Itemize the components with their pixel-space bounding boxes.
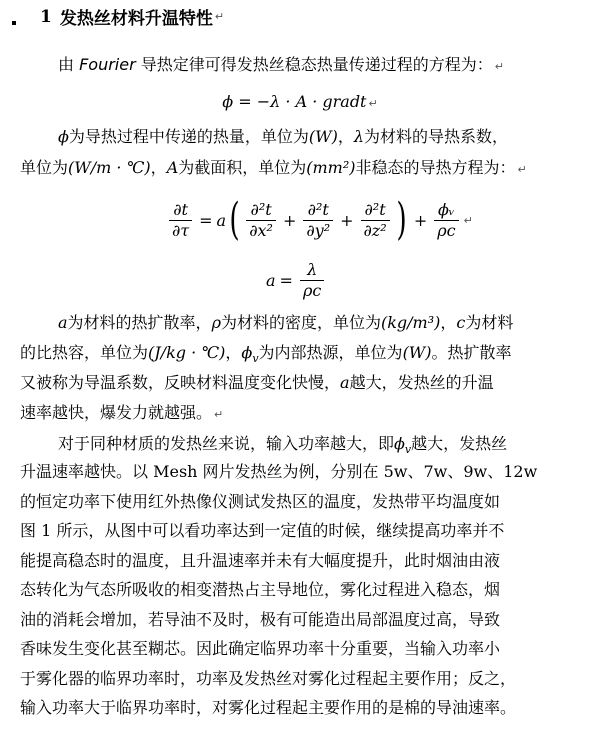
unit-density: (kg/m³): [380, 313, 441, 332]
heat-conduction-equation: [166, 192, 473, 248]
text-run: 速率越快，爆发力就越强。: [20, 403, 213, 422]
paragraph-line: 的恒定功率下使用红外热像仪测试发热区的温度，发热带平均温度如: [20, 492, 501, 511]
text-run: ，: [150, 158, 167, 177]
text-run: 单位为: [20, 158, 69, 177]
plus-sign: +: [282, 210, 297, 230]
fraction: [300, 260, 324, 301]
phi-v-symbol: [394, 434, 412, 457]
phi-symbol: ϕ: [58, 127, 69, 146]
diffusivity-equation: [266, 256, 327, 304]
text-run: 为材料的导热系数，: [364, 127, 509, 146]
text-run: 为材料: [465, 313, 514, 332]
equation-text: ϕ = −λ · A · gradt: [222, 92, 367, 111]
text-run: ，: [337, 127, 354, 146]
unit-watt: (W): [402, 343, 432, 362]
left-paren: (: [229, 194, 240, 245]
fourier-name: Fourier: [79, 55, 136, 74]
paragraph-mark: ↵: [368, 97, 378, 110]
phi-v-symbol: [241, 343, 259, 366]
paragraph-line: [58, 312, 513, 334]
plus-sign: +: [340, 210, 354, 230]
paragraph-line: [58, 126, 508, 148]
paragraph-mark: ↵: [214, 408, 224, 421]
paragraph-line: [58, 433, 507, 455]
subscript-v: v: [252, 352, 259, 366]
paragraph-mark: ↵: [463, 213, 473, 227]
fraction-numerator: ∂t: [173, 199, 188, 219]
diffusivity-symbol: a: [340, 373, 350, 392]
fraction-denominator: ∂z²: [363, 220, 387, 240]
text-run: 的比热容，单位为: [20, 343, 149, 362]
unit-watt: (W): [308, 127, 338, 146]
fraction-numerator: ∂²t: [250, 199, 272, 219]
right-paren: ): [396, 194, 407, 245]
text-run: 对于同种材质的发热丝来说，输入功率越大，即: [58, 434, 395, 453]
fraction: [434, 200, 458, 241]
fraction: [361, 200, 390, 241]
equals-sign: =: [279, 270, 293, 290]
text-run: 为材料的热扩散率，: [67, 313, 212, 332]
paragraph-mark: ↵: [494, 60, 504, 73]
paragraph-line: 香味发生变化甚至糊芯。因此确定临界功率十分重要，当输入功率小: [20, 639, 501, 658]
unit-area: (mm²): [306, 158, 356, 177]
fraction: [303, 200, 333, 241]
paragraph-mark: ↵: [517, 163, 527, 176]
equals-sign: =: [199, 210, 213, 230]
paragraph-line: 输入功率大于临界功率时，对雾化过程起主要作用的是棉的导油速率。: [20, 698, 517, 717]
text-run: 为导热过程中传递的热量，单位为: [68, 127, 309, 146]
plus-sign: +: [413, 210, 428, 230]
fourier-equation: [0, 92, 600, 111]
text-run: 为截面积，单位为: [178, 158, 307, 177]
text-run: 为材料的密度，单位为: [220, 313, 381, 332]
paragraph-line: [20, 372, 494, 394]
text-run: ，: [225, 343, 242, 362]
fraction-denominator: ∂τ: [172, 220, 190, 240]
section-title: 发热丝材料升温特性: [59, 9, 213, 29]
rho-symbol: ρ: [211, 313, 221, 332]
text-run: 越大，发热丝: [411, 434, 508, 453]
paragraph-line: [20, 402, 223, 426]
fraction-numerator: ϕᵥ: [437, 199, 455, 219]
section-number: 1: [40, 6, 52, 27]
fraction-denominator: ρc: [302, 280, 322, 300]
paragraph-line: 油的消耗会增加，若导油不及时，极有可能造出局部温度过高，导致: [20, 610, 501, 629]
paragraph-line: [20, 157, 527, 181]
fraction-numerator: λ: [307, 259, 318, 279]
paragraph-line: 图 1 所示，从图中可以看功率达到一定值的时候，继续提高功率并不: [20, 521, 505, 540]
c-symbol: c: [456, 313, 466, 332]
subscript-v: v: [404, 443, 412, 457]
fraction-denominator: ∂x²: [249, 220, 273, 240]
paragraph-line: 于雾化器的临界功率时，功率及发热丝对雾化过程起主要作用；反之，: [20, 669, 517, 688]
lambda-symbol: λ: [353, 127, 365, 146]
unit-conductivity: (W/m · ℃): [68, 158, 151, 177]
intro-paragraph: [58, 54, 504, 78]
paragraph-mark: ↵: [214, 10, 225, 23]
fraction: [246, 200, 276, 241]
paragraph-line: 能提高稳态时的温度，且升温速率并未有大幅度提升，此时烟油由液: [20, 551, 501, 570]
phi-symbol: ϕ: [241, 343, 253, 362]
text-run: 越大，发热丝的升温: [349, 373, 494, 392]
heading-bullet: [12, 21, 16, 25]
diffusivity-symbol: a: [58, 313, 68, 332]
fraction-numerator: ∂²t: [307, 199, 329, 219]
paragraph-line: [20, 342, 512, 364]
coefficient: a: [216, 210, 227, 230]
equation-lhs: a: [266, 270, 276, 290]
area-symbol: A: [166, 158, 179, 177]
text-run: ，: [440, 313, 457, 332]
paragraph-line: 升温速率越快。以 Mesh 网片发热丝为例，分别在 5w、7w、9w、12w: [20, 462, 538, 481]
paragraph-line: 态转化为气态所吸收的相变潜热占主导地位，雾化过程进入稳态，烟: [20, 580, 501, 599]
text-run: 为内部热源，单位为: [258, 343, 403, 362]
section-heading: [12, 4, 224, 29]
fraction: [169, 200, 192, 241]
fraction-denominator: ∂y²: [306, 220, 331, 240]
phi-symbol: ϕ: [394, 434, 405, 453]
fraction-numerator: ∂²t: [364, 199, 386, 219]
unit-specific-heat: (J/kg · ℃): [148, 343, 226, 362]
text-run: 。热扩散率: [431, 343, 512, 362]
intro-suffix: 导热定律可得发热丝稳态热量传递过程的方程为：: [135, 55, 493, 74]
intro-prefix: 由: [58, 55, 80, 74]
text-run: 非稳态的导热方程为：: [355, 158, 516, 177]
text-run: 又被称为导温系数，反映材料温度变化快慢，: [20, 373, 341, 392]
fraction-denominator: ρc: [437, 220, 456, 240]
